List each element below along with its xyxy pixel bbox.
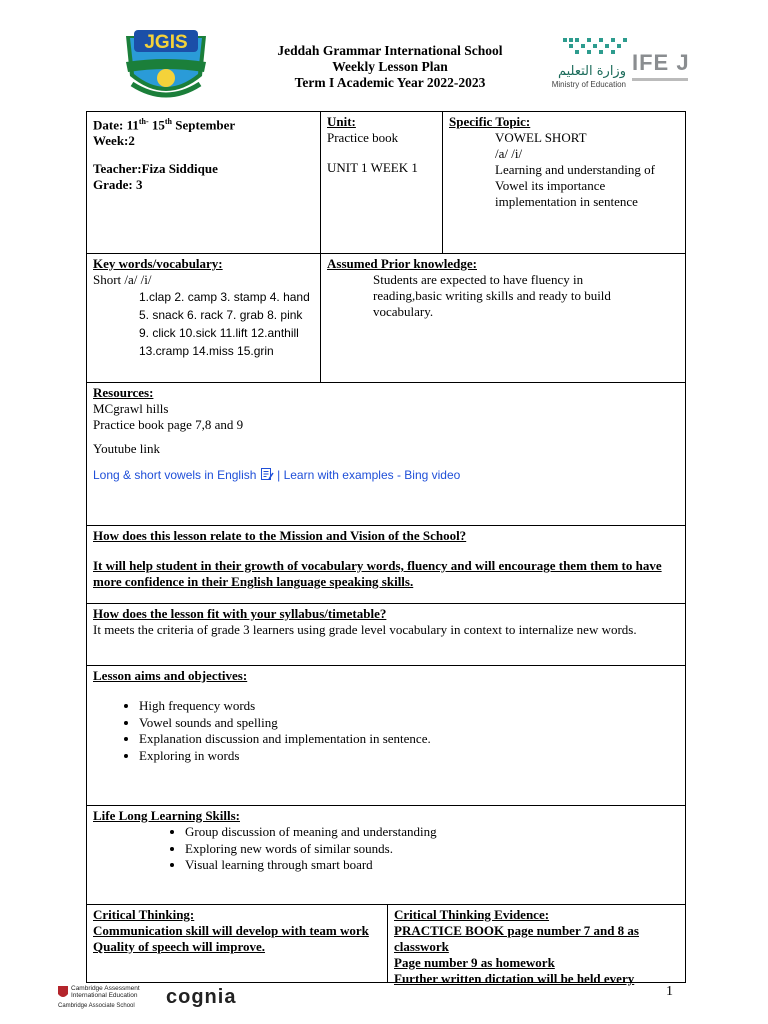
critical-evidence-label: Critical Thinking Evidence:	[394, 907, 550, 922]
unit-cell	[320, 112, 442, 253]
document-icon	[260, 467, 274, 481]
syllabus-answer: It meets the criteria of grade 3 learners using grade level vocabulary in context to internalize new words.	[93, 622, 637, 637]
ifej-logo: IFE J	[632, 50, 692, 94]
unit-label: Unit:	[327, 114, 356, 129]
moe-english: Ministry of Education	[551, 80, 626, 89]
cognia-logo: cognia	[166, 986, 237, 1008]
unit-week: UNIT 1 WEEK 1	[327, 160, 418, 175]
vocab-cell	[87, 254, 320, 382]
unit-book: Practice book	[327, 130, 399, 145]
teacher-name: Teacher:Fiza Siddique	[93, 161, 218, 177]
topic-label: Specific Topic:	[449, 114, 531, 129]
aims-cell	[87, 666, 685, 805]
critical-evidence-cell	[387, 905, 685, 986]
row-aims	[87, 666, 685, 806]
header-title-block	[240, 43, 540, 91]
resource-item: Practice book page 7,8 and 9	[93, 417, 244, 432]
row-critical-thinking	[87, 905, 685, 986]
topic-description: Learning and understanding of Vowel its importance implementation in sentence	[495, 162, 655, 209]
resource-item: MCgrawl hills	[93, 401, 169, 416]
skills-list	[93, 824, 679, 874]
row-skills	[87, 806, 685, 905]
mission-answer: It will help student in their growth of vocabulary words, fluency and will encourage them them to have more confidence in their English language speaking skills.	[93, 558, 662, 589]
critical-evidence-line: Page number 9 as homework	[394, 955, 555, 970]
vocab-words: 1.clap 2. camp 3. stamp 4. hand 5. snack 6. rack 7. grab 8. pink 9. click 10.sick 11.lift 12.anthill 13.cramp 14.miss 15.grin	[139, 290, 310, 358]
list-item: • Group discussion of meaning and understanding	[185, 824, 679, 841]
vocab-label: Key words/vocabulary:	[93, 256, 223, 271]
cambridge-logo: Cambridge Assessment International Education Cambridge Associate School	[58, 985, 140, 1009]
topic-cell	[442, 112, 685, 253]
youtube-link[interactable]: Long & short vowels in English | Learn with examples - Bing video	[93, 468, 461, 482]
topic-title: VOWEL SHORT	[495, 130, 587, 145]
document-header	[0, 0, 768, 110]
row-date-unit-topic	[87, 112, 685, 254]
critical-thinking-cell	[87, 905, 387, 982]
school-name: Jeddah Grammar International School	[277, 43, 503, 58]
aims-label: Lesson aims and objectives:	[93, 668, 248, 683]
list-item: • Explanation discussion and implementation in sentence.	[139, 731, 679, 748]
vocab-short: Short /a/ /i/	[93, 272, 152, 287]
resource-item: Youtube link	[93, 441, 160, 456]
resources-cell	[87, 383, 685, 525]
skills-label: Life Long Learning Skills:	[93, 808, 240, 823]
skills-cell	[87, 806, 685, 904]
week-number: Week:2	[93, 133, 135, 149]
mission-question: How does this lesson relate to the Mission and Vision of the School?	[93, 528, 467, 543]
list-item: • High frequency words	[139, 698, 679, 715]
date-line: Date: $11^{th-}$ 15th September	[93, 117, 236, 133]
mission-cell	[87, 526, 685, 603]
syllabus-cell	[87, 604, 685, 665]
row-vocab-prior	[87, 254, 685, 383]
moe-arabic: وزارة التعليم	[557, 64, 626, 79]
syllabus-question: How does the lesson fit with your syllabus/timetable?	[93, 606, 387, 621]
critical-thinking-line: Quality of speech will improve.	[93, 939, 266, 954]
page-number: 1	[666, 984, 673, 999]
document-footer	[0, 980, 768, 1024]
row-syllabus	[87, 604, 685, 666]
critical-evidence-line: PRACTICE BOOK page number 7 and 8 as classwork	[394, 923, 639, 954]
term-title: Term I Academic Year 2022-2023	[294, 75, 486, 90]
list-item: • Visual learning through smart board	[185, 857, 679, 874]
lesson-plan-table	[86, 111, 686, 986]
cambridge-shield-icon	[58, 986, 68, 1000]
prior-knowledge-text: Students are expected to have fluency in reading,basic writing skills and ready to build vocabulary.	[373, 272, 611, 319]
list-item: • Exploring in words	[139, 748, 679, 765]
topic-sounds: /a/ /i/	[495, 146, 523, 161]
critical-thinking-label: Critical Thinking:	[93, 907, 195, 922]
row-mission	[87, 526, 685, 604]
list-item: • Vowel sounds and spelling	[139, 715, 679, 732]
date-week-cell	[87, 112, 320, 253]
prior-knowledge-cell	[320, 254, 685, 382]
row-resources	[87, 383, 685, 526]
critical-evidence-line: Further written dictation will be held every	[394, 971, 635, 986]
aims-list	[93, 698, 679, 764]
plan-title: Weekly Lesson Plan	[332, 59, 448, 74]
grade-level: Grade: 3	[93, 177, 143, 193]
prior-knowledge-label: Assumed Prior knowledge:	[327, 256, 477, 271]
jgis-logo	[118, 26, 214, 102]
critical-thinking-line: Communication skill will develop with team work	[93, 923, 369, 938]
ministry-of-education-logo	[527, 36, 632, 92]
list-item: • Exploring new words of similar sounds.	[185, 841, 679, 858]
svg-text:JGIS: JGIS	[144, 32, 188, 53]
resources-label: Resources:	[93, 385, 154, 400]
